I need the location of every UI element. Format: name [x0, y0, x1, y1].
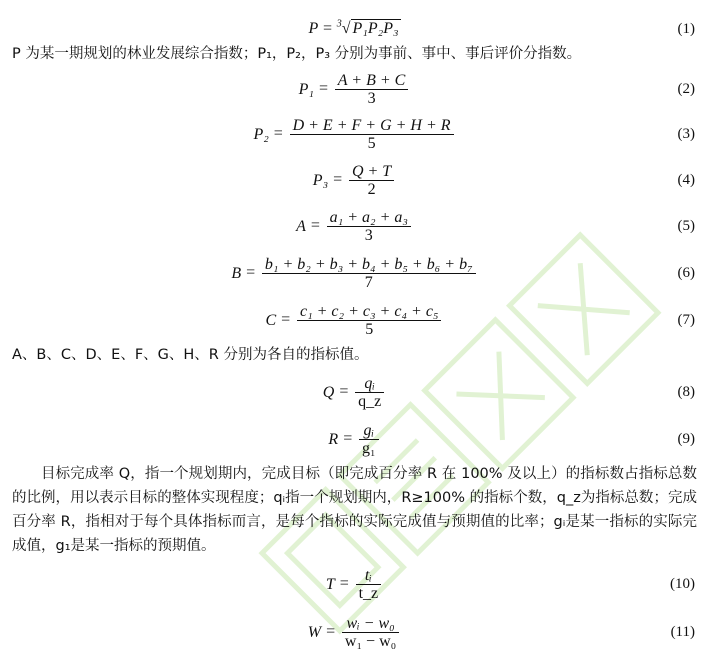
eq2-denominator: 3	[367, 90, 376, 107]
eq7-lhs: C	[265, 311, 277, 329]
eq5-numerator: a₁ + a₂ + a₃	[327, 209, 411, 227]
eq3-number: (3)	[677, 126, 695, 142]
eq10-number: (10)	[670, 576, 695, 592]
eq5-denominator: 3	[364, 227, 373, 244]
eq3-denominator: 5	[367, 135, 376, 152]
eq4-denominator: 2	[367, 181, 376, 198]
eq8-number: (8)	[677, 384, 695, 400]
eq6-numerator: b₁ + b₂ + b₃ + b₄ + b₅ + b₆ + b₇	[262, 256, 476, 274]
eq1-index: 3	[336, 18, 342, 30]
eq4-lhs: P₃	[312, 171, 329, 189]
eq10-lhs: T	[325, 575, 335, 593]
eq11-denominator: w₁ − w₀	[344, 633, 397, 650]
eq11-number: (11)	[670, 624, 695, 640]
eq7-number: (7)	[677, 312, 695, 328]
eq9-numerator: gᵢ	[359, 422, 379, 440]
eq8-lhs: Q	[322, 383, 335, 401]
eq1-radical: $^3$√ P₁P₂P₃	[336, 18, 399, 37]
eq4-number: (4)	[677, 172, 695, 188]
eq5-lhs: A	[296, 217, 306, 235]
eq4-numerator: Q + T	[349, 163, 394, 181]
eq9-denominator: g₁	[362, 440, 376, 457]
eq5-number: (5)	[677, 218, 695, 234]
eq8-denominator: q_z	[358, 393, 382, 410]
paragraph-definition-p: P 为某一期规划的林业发展综合指数；P₁，P₂，P₃ 分别为事前、事中、事后评价分指数。	[12, 46, 582, 62]
eq8-numerator: qᵢ	[355, 375, 384, 393]
eq9-lhs: R	[328, 430, 339, 448]
eq3-numerator: D + E + F + G + H + R	[290, 117, 454, 135]
eq10-numerator: tᵢ	[356, 567, 382, 585]
paragraph-indicator-values: A、B、C、D、E、F、G、H、R 分别为各自的指标值。	[12, 347, 369, 363]
eq10-denominator: t_z	[358, 585, 379, 602]
eq6-number: (6)	[677, 265, 695, 281]
eq2-lhs: P₁	[298, 80, 314, 98]
paper-page: P = $^3$√ P₁P₂P₃ (1) P 为某一期规划的林业发展综合指数；P₁，P₂，P₃ 分别为事前、事中、事后评价分指数。 P₁ = $\frac{A + B + C}{3}$ (2) P₂ = $\frac{D + E + F + G + H + R}{5}$ (3) P₃ = $\frac{Q + T}{2}$ (4) A = $\frac{\text{a₁ + a₂ + a₃}}{3}$ (5) B = $\frac{\text{b₁ + b₂ + b₃ + b₄ + b₅ + b₆ + b₇}}{7}$ (6) C = $\frac{\text{c₁ + c₂ + c₃ + c₄ + c₅}}{5}$ (7) A、B、C、D、E、F、G、H、R 分别为各自的指标值。 Q = $\frac{\text{qᵢ}}{q\_z}$ (8) R = $\frac{\text{gᵢ}}{\text{g₁}}$ (9) 目标完成率 Q，指一个规划期内，完成目标（即完成百分率 R 在 100% 及以上）的指标数占指标总数的比例，用以表示目标的整体实现程度；qᵢ指一个规划期内，R≥100% 的指标个数，q_z为指标总数；完成百分率 R，指相对于每个具体指标而言，是每个指标的实际完成值与预期值的比率；gᵢ是某一指标的实际完成值，g₁是某一指标的预期值。 T = $\frac{\text{tᵢ}}{t\_z}$ (10) W = $\frac{\text{wᵢ − w₀}}{\text{w₁ − w₀}}$ (11)	[0, 0, 709, 661]
paragraph-completion-rate: 目标完成率 Q，指一个规划期内，完成目标（即完成百分率 R 在 100% 及以上）的指标数占指标总数的比例，用以表示目标的整体实现程度；qᵢ指一个规划期内，R≥100% 的指标个数，q_z为指标总数；完成百分率 R，指相对于每个具体指标而言，是每个指标的实际完成值与预期值的比率；gᵢ是某一指标的实际完成值，g₁是某一指标的预期值。	[12, 466, 697, 554]
eq11-numerator: wᵢ − w₀	[342, 615, 399, 633]
eq9-number: (9)	[677, 431, 695, 447]
eq6-lhs: B	[231, 264, 242, 282]
eq7-numerator: c₁ + c₂ + c₃ + c₄ + c₅	[297, 303, 442, 321]
eq3-lhs: P₂	[253, 125, 269, 143]
eq1-number: (1)	[677, 21, 695, 37]
eq2-number: (2)	[677, 81, 695, 97]
eq1-lhs: P	[308, 20, 318, 37]
eq2-numerator: A + B + C	[335, 72, 409, 90]
eq11-lhs: W	[307, 623, 322, 641]
eq6-denominator: 7	[364, 274, 373, 291]
eq7-denominator: 5	[365, 321, 374, 338]
eq1-radicand: P₁P₂P₃	[352, 20, 399, 37]
